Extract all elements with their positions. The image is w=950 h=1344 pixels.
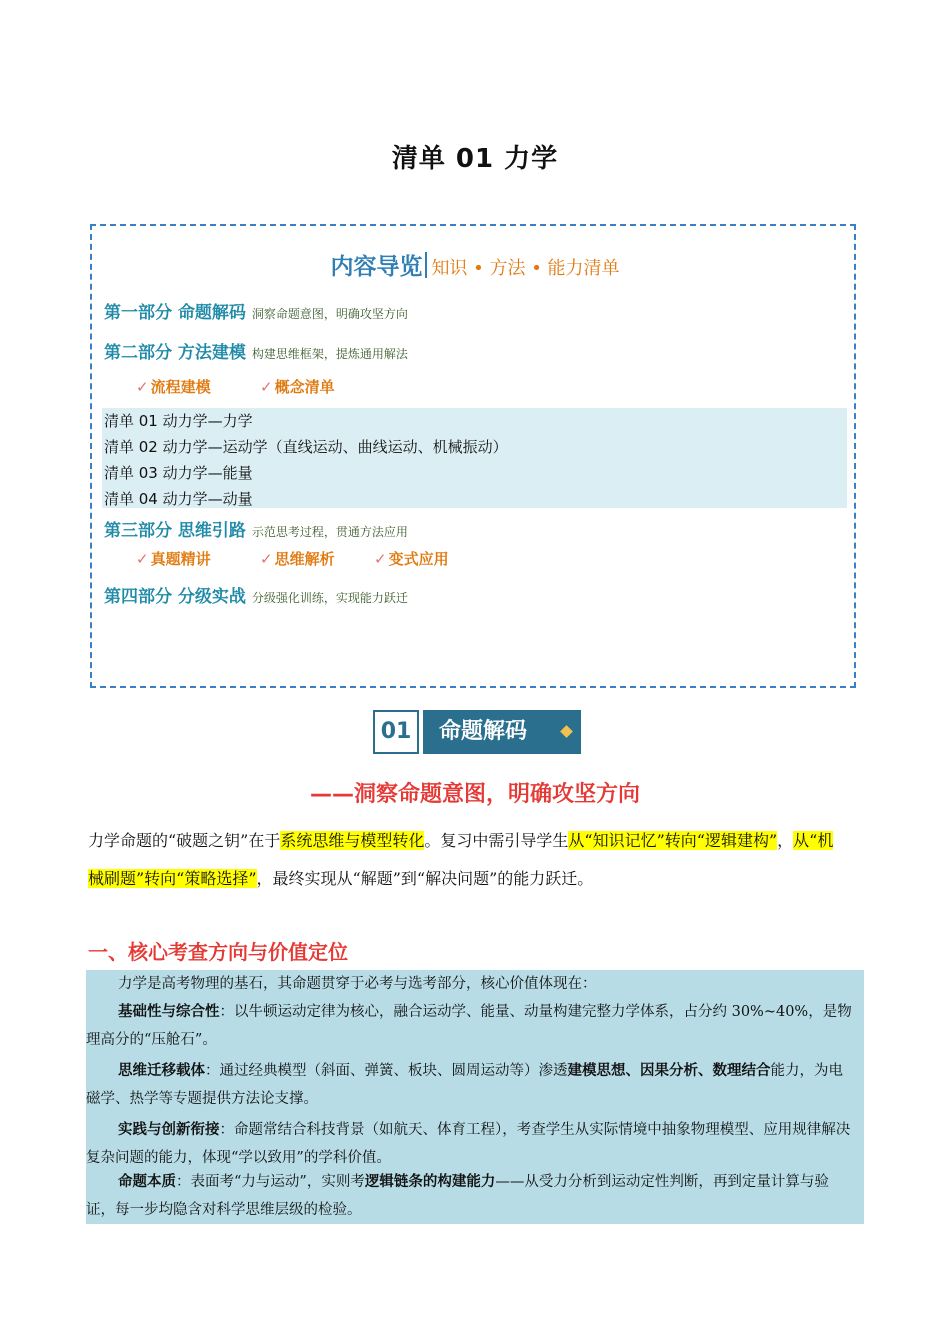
part-label: 第二部分 方法建模 bbox=[104, 343, 246, 363]
highlight: 从“机械刷题”转向“策略选择” bbox=[88, 831, 834, 888]
list-item: 清单 03 动力学—能量 bbox=[104, 464, 253, 482]
part-3 bbox=[104, 516, 408, 541]
method-tag: ✓ 流程建模 bbox=[136, 378, 211, 396]
part-2 bbox=[104, 338, 408, 363]
list-item: 清单 04 动力学—动量 bbox=[104, 490, 253, 508]
check-icon: ✓ bbox=[136, 378, 149, 396]
part-4 bbox=[104, 582, 408, 607]
guide-heading-main: 内容导览 bbox=[330, 254, 423, 280]
part-label: 第四部分 分级实战 bbox=[104, 587, 246, 607]
page-title: 清单 01 力学 bbox=[391, 144, 559, 174]
section-banner bbox=[373, 710, 581, 754]
guide-heading bbox=[92, 248, 858, 281]
part-desc: 分级强化训练，实现能力跃迁 bbox=[251, 591, 408, 605]
item-paragraph: 命题本质：表面考“力与运动”，实则考逻辑链条的构建能力——从受力分析到运动定性判断，再到定量计算与验证，每一步均隐含对科学思维层级的检验。 bbox=[86, 1174, 829, 1218]
checklist-block bbox=[102, 408, 847, 508]
highlight: 从“知识记忆”转向“逻辑建构” bbox=[568, 831, 778, 850]
thinking-tag: ✓ 真题精讲 bbox=[136, 550, 211, 568]
heading-divider bbox=[425, 252, 427, 278]
thinking-tag: ✓ 思维解析 bbox=[260, 550, 335, 568]
method-tag: ✓ 概念清单 bbox=[260, 378, 335, 396]
part-label: 第一部分 命题解码 bbox=[104, 303, 246, 323]
banner-number: 01 bbox=[373, 710, 419, 754]
intro-paragraph: 力学命题的“破题之钥”在于系统思维与模型转化。复习中需引导学生从“知识记忆”转向“逻辑建构”，从“机械刷题”转向“策略选择”，最终实现从“解题”到“解决问题”的能力跃迁。 bbox=[88, 831, 834, 888]
content-guide-box bbox=[90, 224, 856, 688]
part-desc: 洞察命题意图，明确攻坚方向 bbox=[251, 307, 408, 321]
check-icon: ✓ bbox=[260, 378, 273, 396]
part-desc: 示范思考过程，贯通方法应用 bbox=[251, 525, 408, 539]
banner-label: 命题解码 bbox=[423, 710, 581, 754]
core-direction-block bbox=[86, 970, 864, 1224]
check-icon: ✓ bbox=[260, 550, 273, 568]
lead-paragraph: 力学是高考物理的基石，其命题贯穿于必考与选考部分，核心价值体现在： bbox=[118, 976, 597, 992]
check-icon: ✓ bbox=[374, 550, 387, 568]
guide-heading-sub: 知识 • 方法 • 能力清单 bbox=[431, 258, 620, 279]
check-icon: ✓ bbox=[136, 550, 149, 568]
list-item: 清单 02 动力学—运动学（直线运动、曲线运动、机械振动） bbox=[104, 438, 508, 456]
part-label: 第三部分 思维引路 bbox=[104, 521, 246, 541]
item-paragraph: 基础性与综合性：以牛顿运动定律为核心，融合运动学、能量、动量构建完整力学体系，占分约 30%~40%，是物理高分的“压舱石”。 bbox=[86, 1004, 852, 1048]
part-1 bbox=[104, 298, 408, 323]
item-paragraph: 实践与创新衔接：命题常结合科技背景（如航天、体育工程），考查学生从实际情境中抽象物理模型、应用规律解决复杂问题的能力，体现“学以致用”的学科价值。 bbox=[86, 1122, 851, 1166]
list-item: 清单 01 动力学—力学 bbox=[104, 412, 253, 430]
part-desc: 构建思维框架，提炼通用解法 bbox=[251, 347, 408, 361]
section-subtitle: ——洞察命题意图，明确攻坚方向 bbox=[309, 782, 640, 807]
section-heading: 一、核心考查方向与价值定位 bbox=[88, 940, 348, 964]
item-paragraph: 思维迁移载体：通过经典模型（斜面、弹簧、板块、圆周运动等）渗透建模思想、因果分析、数理结合能力，为电磁学、热学等专题提供方法论支撑。 bbox=[86, 1063, 843, 1107]
highlight: 系统思维与模型转化 bbox=[280, 831, 425, 850]
thinking-tag: ✓ 变式应用 bbox=[374, 550, 449, 568]
